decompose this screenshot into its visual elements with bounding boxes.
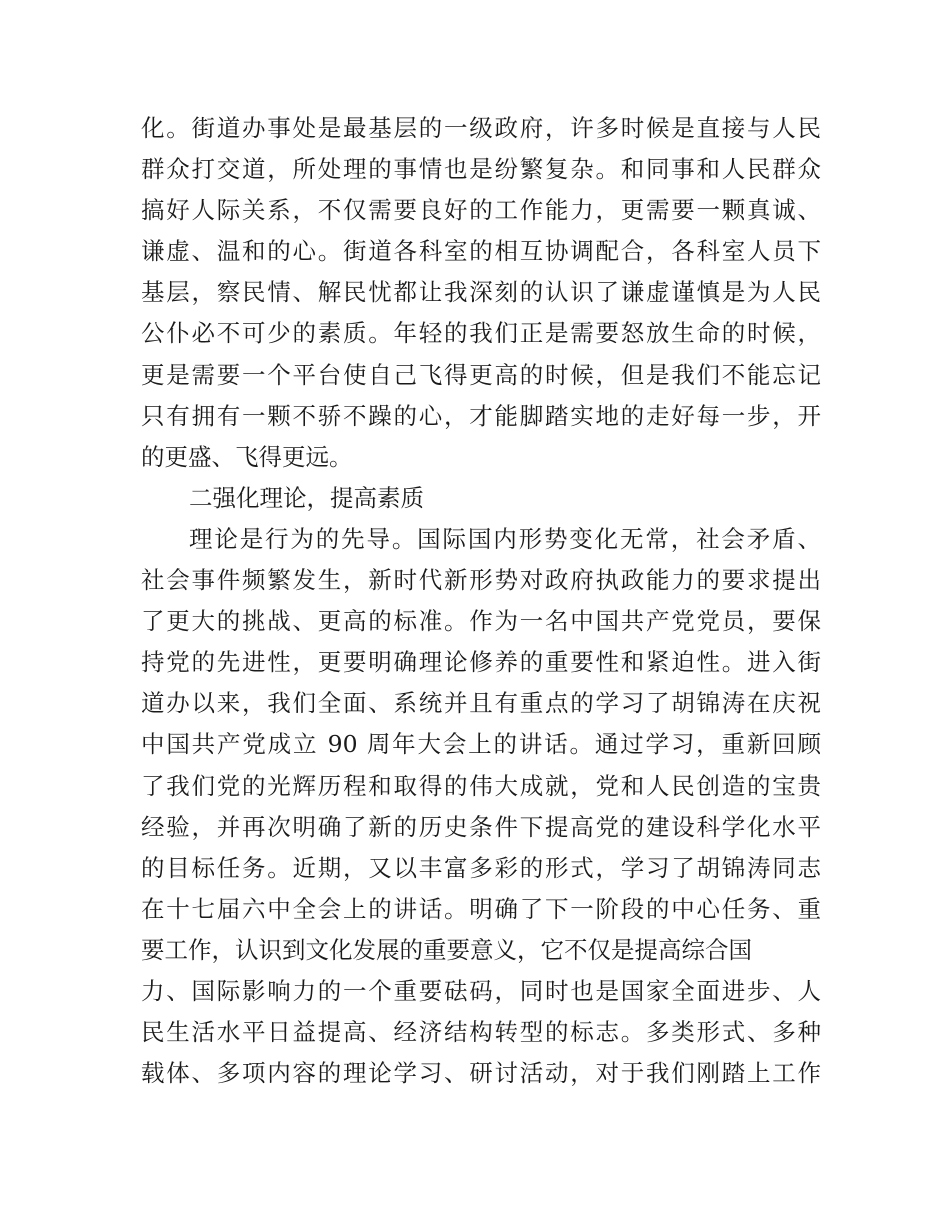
section-heading: 二强化理论，提高素质 bbox=[189, 483, 424, 512]
text-line: 在十七届六中全会上的讲话。明确了下一阶段的中心任务、重 bbox=[141, 894, 821, 923]
text-line: 的目标任务。近期，又以丰富多彩的形式，学习了胡锦涛同志 bbox=[141, 853, 821, 882]
text-line: 要工作，认识到文化发展的重要意义，它不仅是提高综合国 bbox=[141, 935, 752, 964]
text-line: 中国共产党成立 90 周年大会上的讲话。通过学习，重新回顾 bbox=[141, 730, 821, 759]
text-line: 持党的先进性，更要明确理论修养的重要性和紧迫性。进入街 bbox=[141, 648, 821, 677]
text-line: 了我们党的光辉历程和取得的伟大成就，党和人民创造的宝贵 bbox=[141, 771, 821, 800]
text-line: 谦虚、温和的心。街道各科室的相互协调配合，各科室人员下 bbox=[141, 237, 821, 266]
text-line: 更是需要一个平台使自己飞得更高的时候，但是我们不能忘记 bbox=[141, 360, 821, 389]
document-body bbox=[141, 108, 821, 1094]
text-line: 只有拥有一颗不骄不躁的心，才能脚踏实地的走好每一步，开 bbox=[141, 401, 821, 430]
text-line: 化。街道办事处是最基层的一级政府，许多时候是直接与人民 bbox=[141, 114, 821, 142]
text-line: 经验，并再次明确了新的历史条件下提高党的建设科学化水平 bbox=[141, 812, 821, 841]
text-line: 基层，察民情、解民忧都让我深刻的认识了谦虚谨慎是为人民 bbox=[141, 278, 821, 307]
text-line: 民生活水平日益提高、经济结构转型的标志。多类形式、多种 bbox=[141, 1018, 821, 1047]
text-line: 载体、多项内容的理论学习、研讨活动，对于我们刚踏上工作 bbox=[141, 1059, 821, 1088]
text-line: 群众打交道，所处理的事情也是纷繁复杂。和同事和人民群众 bbox=[141, 155, 821, 184]
text-line: 道办以来，我们全面、系统并且有重点的学习了胡锦涛在庆祝 bbox=[141, 689, 821, 718]
text-line: 理论是行为的先导。国际国内形势变化无常，社会矛盾、 bbox=[189, 524, 821, 553]
text-line: 力、国际影响力的一个重要砝码，同时也是国家全面进步、人 bbox=[141, 976, 821, 1005]
text-line: 公仆必不可少的素质。年轻的我们正是需要怒放生命的时候， bbox=[141, 319, 821, 348]
text-line: 的更盛、飞得更远。 bbox=[141, 442, 353, 471]
text-line: 了更大的挑战、更高的标准。作为一名中国共产党党员，要保 bbox=[141, 607, 821, 636]
text-line: 搞好人际关系，不仅需要良好的工作能力，更需要一颗真诚、 bbox=[141, 196, 821, 225]
text-line: 社会事件频繁发生，新时代新形势对政府执政能力的要求提出 bbox=[141, 566, 821, 595]
